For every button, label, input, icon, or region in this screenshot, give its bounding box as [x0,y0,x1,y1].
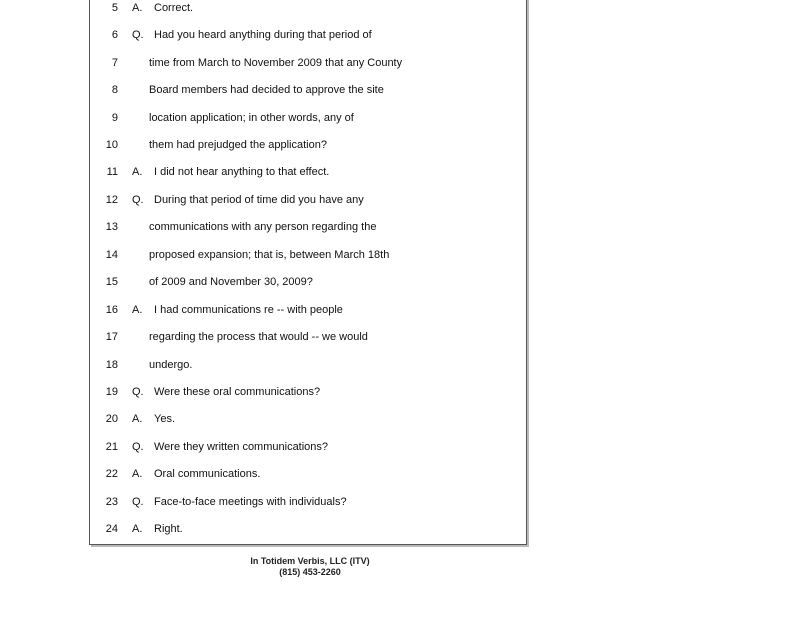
speaker-label: Q. [132,29,144,41]
line-number: 21 [105,441,118,453]
line-number: 19 [105,386,118,398]
speaker-label: Q. [132,441,144,453]
line-text: Board members had decided to approve the site [149,84,384,96]
line-text: I had communications re -- with people [154,304,343,316]
line-text: of 2009 and November 30, 2009? [149,276,313,288]
transcript-page [89,0,527,545]
speaker-label: A. [132,166,143,178]
speaker-label: Q. [132,496,144,508]
line-text: undergo. [149,359,193,371]
line-number: 15 [105,276,118,288]
line-text: During that period of time did you have any [154,194,364,206]
speaker-label: Q. [132,386,144,398]
line-text: time from March to November 2009 that any County [149,57,403,69]
line-text: communications with any person regarding the [149,221,377,233]
line-text: Had you heard anything during that period of [154,29,372,41]
line-number: 17 [105,331,118,343]
line-number: 20 [105,413,118,425]
speaker-label: A. [132,304,143,316]
line-text: location application; in other words, any of [149,112,354,124]
line-number: 16 [105,304,118,316]
line-number: 18 [105,359,118,371]
line-number: 8 [111,84,118,96]
line-text: Correct. [154,2,194,14]
line-number: 12 [105,194,118,206]
line-text: I did not hear anything to that effect. [154,166,330,178]
page-footer [210,556,410,578]
line-number: 23 [105,496,118,508]
speaker-label: Q. [132,194,144,206]
line-number: 6 [111,29,118,41]
line-number: 5 [111,2,118,14]
footer-phone: (815) 453-2260 [279,567,341,577]
speaker-label: A. [132,523,143,535]
line-text: Were these oral communications? [154,386,321,398]
line-text: proposed expansion; that is, between March 18th [149,249,390,261]
line-text: Oral communications. [154,468,261,480]
line-text: Yes. [154,413,176,425]
line-number: 13 [105,221,118,233]
speaker-label: A. [132,2,143,14]
line-text: Were they written communications? [154,441,329,453]
line-number: 22 [105,468,118,480]
line-number: 24 [105,523,118,535]
line-text: Face-to-face meetings with individuals? [154,496,347,508]
footer-company: In Totidem Verbis, LLC (ITV) [250,556,370,566]
line-text: Right. [154,523,183,535]
line-number: 9 [111,112,118,124]
line-number: 10 [105,139,118,151]
speaker-label: A. [132,468,143,480]
line-number: 7 [111,57,118,69]
line-text: regarding the process that would -- we would [149,331,368,343]
speaker-label: A. [132,413,143,425]
line-number: 11 [106,166,118,178]
line-text: them had prejudged the application? [149,139,327,151]
line-number: 14 [105,249,118,261]
